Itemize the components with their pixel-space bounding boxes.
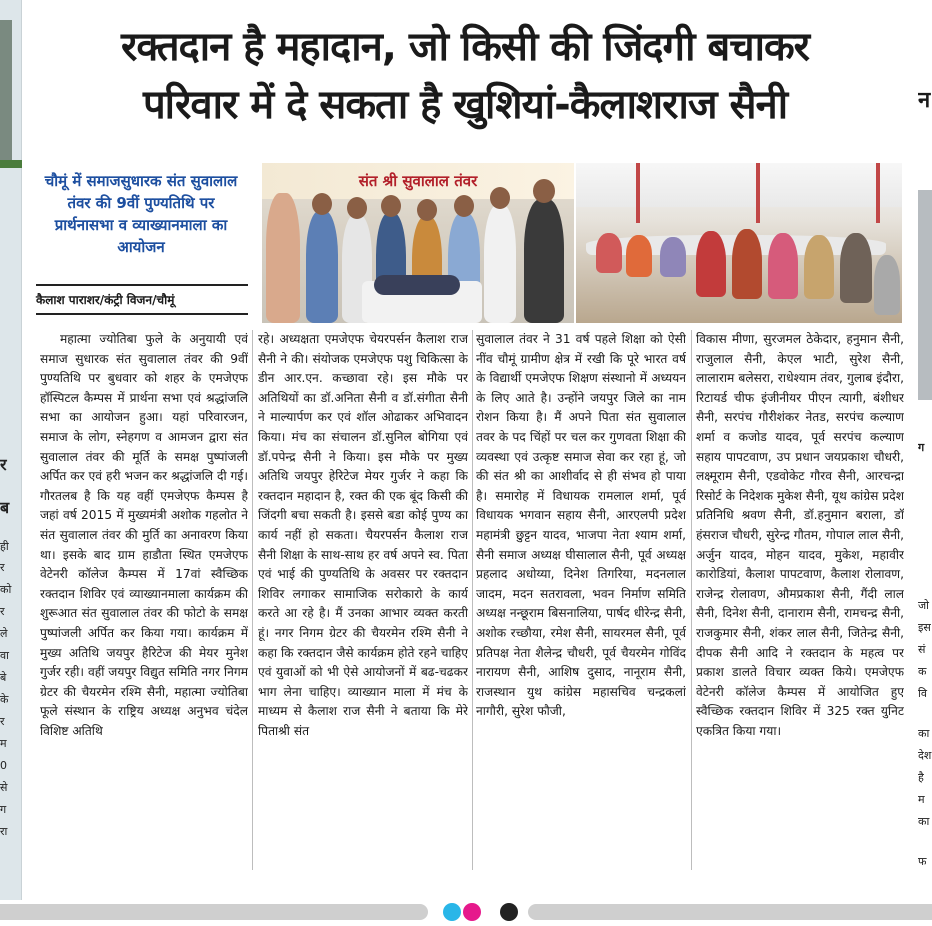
donor-person xyxy=(374,275,460,295)
right-fragment: का xyxy=(918,815,930,828)
seated-person xyxy=(660,237,686,277)
column-divider xyxy=(691,330,692,870)
left-fragment-bold: ब xyxy=(0,498,10,517)
column-divider xyxy=(252,330,253,870)
article-column-1: महात्मा ज्योतिबा फुले के अनुयायी एवं समाज सुधारक संत सुवालाल तंवर की 9वीं पुण्यतिथि पर बुधवार को शहर के एमजेएफ हॉस्पिटल कैम्पस में प्रार्थना सभा एवं श्रद्धांजलि सभा का आयोजन हुआ। यहां परिवारजन, समाज के लोग, स्नेहगण व आमजन द्वारा संत सुवालाल तंवर की मूर्ति के समक्ष पुष्पांजली अर्पित कर एवं हरी भजन कर श्रद्धांजलि दी गई। गौरतलब है कि यह वहीं एमजेएफ कैम्पस है जहां वर्ष 2015 में मुख्यमंत्री अशोक गहलोत ने संत सुवालाल तंवर की मुर्ति का अनावरण किया था। इसके बाद ग्राम हाडौता स्थित एमजेएफ वेटेनरी कॉलेज कैम्पस में 17वां स्वैच्छिक रक्तदान शिविर एवं व्याख्यानमाला कार्यक्रम की शुरूआत संत सुवालाल तंवर की फोटो के समक्ष पुष्पांजली अर्पित कर किया गया। कार्यक्रम में मुख्य अतिथि जयपुर हैरिटेज की मेयर मुनेश गुर्जर रही। वहीं जयपुर विद्युत समिति नगर निगम ग्रेटर की चैयरमेन रश्मि सैनी, महात्मा ज्योतिबा फूले संस्थान के राष्ट्रिय अध्यक्ष अनुभव चंदेल विशिष्ट अतिथि xyxy=(40,332,248,738)
portrait-figure xyxy=(266,193,300,323)
person-head xyxy=(381,195,401,217)
footer-bar-left xyxy=(0,904,428,920)
footer-dot-magenta xyxy=(463,903,481,921)
right-adjacent-photo xyxy=(918,190,932,400)
right-fragment: इस xyxy=(918,621,931,634)
seated-person xyxy=(732,229,762,299)
right-fragment: क xyxy=(918,665,927,678)
right-fragment: है xyxy=(918,771,924,784)
seated-person xyxy=(596,233,622,273)
right-fragment: जो xyxy=(918,599,930,612)
left-fragment: म xyxy=(0,737,7,750)
person-head xyxy=(417,199,437,221)
tent-canopy xyxy=(576,163,902,207)
footer-dot-black xyxy=(500,903,518,921)
article-headline xyxy=(30,18,900,134)
right-fragment: म xyxy=(918,793,925,806)
person-head xyxy=(490,187,510,209)
left-fragment: से xyxy=(0,781,8,794)
seated-person xyxy=(874,255,900,315)
article-column-2: रहे। अध्यक्षता एमजेएफ चेयरपर्सन कैलाश राज सैनी ने की। संयोजक एमजेएफ पशु चिकित्सा के डीन आर.एन. कच्छावा रहे। इस मौके पर अतिथियों का डॉ.अनिता सैनी व डॉ.संगीता सैनी ने माल्यार्पण कर एवं शॉल ओढाकर अभिवादन किया। मंच का संचालन डॉ.सुनिल बोगिया एवं डॉ.पपेन्द्र सैनी ने किया। इस मौके पर मुख्य अतिथि जयपुर हेरिटेज मेयर गुर्जर ने कहा कि रक्तदान महादान है, रक्त की एक बूंद किसी की जिंदगी बचा सकती है। इससे बडा कोई पुण्य का कार्य नहीं हो सकता। चैयरपर्सन कैलाश राज सैनी शिक्षा के साथ-साथ हर वर्ष अपने स्व. पिता एवं भाई की पुण्यतिथि के अवसर पर रक्तदान शिविर लगाकर सामाजिक सरोकारो के कार्य करते आ रहे है। मैं उनका आभार व्यक्त करती हूं। नगर निगम ग्रेटर की चैयरमेन रश्मि सैनी ने कहा कि रक्तदान जैसे कार्यक्रम होते रहने चाहिए एवं युवाओं को भी ऐसे आयोजनों में बढ-चढकर भाग लेना चाहिए। व्याख्यान माला में मंच के माध्यम से कैलाश राज सैनी ने बताया कि मेरे पिताश्री संत xyxy=(258,332,468,738)
right-fragment: फ xyxy=(918,855,927,868)
seated-person xyxy=(768,233,798,299)
left-fragment: र xyxy=(0,715,5,728)
person-head xyxy=(454,195,474,217)
left-fragment: र xyxy=(0,561,5,574)
person-head xyxy=(312,193,332,215)
person-head xyxy=(347,197,367,219)
left-fragment: रा xyxy=(0,825,8,838)
standing-person xyxy=(524,199,564,323)
person-head xyxy=(533,179,555,203)
footer-bar-right xyxy=(528,904,932,920)
left-fragment: र xyxy=(0,605,5,618)
left-fragment: को xyxy=(0,583,12,596)
article-byline: कैलाश पाराशर/कंट्री विजन/चौमूं xyxy=(36,284,248,315)
article-column-3: सुवालाल तंवर ने 31 वर्ष पहले शिक्षा को ऐसी नींव चौमूं ग्रामीण क्षेत्र में रखी कि पूरे भारत वर्ष के विद्यार्थी एमजेएफ शिक्षण संस्थानो में अध्ययन के लिए आते है। उन्होंने जयपुर जिले का नाम रोशन किया है। मैं अपने पिता संत सुवालाल तवर के पद चिंहों पर चल कर गुणवता शिक्षा की व्यवस्था एवं उत्कृष्ट समाज सेवा कर रहा हूं, जो की संत श्री का आशीर्वाद से ही संभव हो पाया है। समारोह में विधायक रामलाल शर्मा, पूर्व विधायक भगवान सहाय सैनी, आरएलपी प्रदेश महामंत्री छुट्टन यादव, भाजपा नेता श्याम शर्मा, सैनी समाज अध्यक्ष घीसालाल सैनी, पूर्व अध्यक्ष प्रहलाद अधोय्या, दिनेश तिगरिया, मदनलाल जादम, मदन सतरावला, भवन निर्माण समिति अध्यक्ष नन्छूराम बिसनालिया, पार्षद धीरेन्द्र सैनी, अशोक रच्छौया, रमेश सैनी, सायरमल सैनी, पूर्व प्रतिपक्ष नेता शैलेन्द्र चौधरी, पूर्व चैयरमेन गोविंद नारायण सैनी, आशिष दुसाद, नानूराम सैनी, राजस्थान युथ कांग्रेस महासचिव चन्द्रकलां नागौरी, सुरेश फौजी, xyxy=(476,332,686,719)
right-fragment: न xyxy=(918,88,931,113)
left-fragment: ग xyxy=(0,803,7,816)
tent-pole xyxy=(876,163,880,223)
left-fragment: के xyxy=(0,693,9,706)
tent-pole xyxy=(636,163,640,223)
article-subheadline: चौमूं में समाजसुधारक संत सुवालाल तंवर की 9वीं पुण्यतिथि पर प्रार्थनासभा व व्याख्यानमाला का आयोजन xyxy=(44,172,238,256)
article-column-4: विकास मीणा, सुरजमल ठेकेदार, हनुमान सैनी, राजुलाल सैनी, केएल भाटी, सुरेश सैनी, लालाराम बलेसरा, राधेश्याम तंवर, गुलाब इंदौरा, रिटायर्ड चीफ इंजीनीयर पीएन त्यागी, बंशीधर सैनी, सरपंच गौरीशंकर नेतड, सरपंच कल्याण शर्मा व कजोड यादव, पूर्व सरपंच कल्याण सहाय पापटवाण, उप प्रधान जयप्रकाश चौधरी, लक्ष्मूराम सैनी, एडवोकेट गौरव सैनी, आरचन्द्रा रिसोर्ट के निदेशक मुकेश सैनी, यूथ कांग्रेस प्रदेश प्रतिनिधि श्रवण सैनी, डॉ.हनुमान बराला, डॉ हंसराज चौधरी, सुरेन्द्र गौतम, गोपाल लाल सैनी, अर्जुन यादव, मोहन यादव, मुकेश, महावीर कारोडियां, कैलाश पापटवाण, कैलाश रोलावण, राजेन्द्र रोलावण, औमप्रकाश सैनी, गैंदी लाल सैनी, दिनेश सैनी, दानाराम सैनी, रामचन्द्र सैनी, राजकुमार सैनी, शंकर लाल सैनी, जितेन्द्र सैनी, दीपक सैनी आदि ने रक्तदान के महत्व पर प्रकाश डालते विचार व्यक्त किये। एमजेएफ वेटेनरी कॉलेज कैम्पस में आयोजित हुए स्वैच्छिक रक्तदान शिविर में 325 रक्त युनिट एकत्रित किया गया। xyxy=(696,332,904,738)
left-fragment: ले xyxy=(0,627,8,640)
left-fragment-bold: र xyxy=(0,455,7,474)
left-adjacent-photo xyxy=(0,20,12,160)
seated-person xyxy=(840,233,872,303)
photo-banner-text: संत श्री सुवालाल तंवर xyxy=(262,163,574,199)
footer-dot-cyan xyxy=(443,903,461,921)
left-fragment: वा xyxy=(0,649,9,662)
left-fragment: बे xyxy=(0,671,7,684)
right-fragment: ग xyxy=(918,441,925,454)
seated-person xyxy=(626,235,652,277)
headline-line-2: परिवार में दे सकता है खुशियां-कैलाशराज सैनी xyxy=(142,82,788,128)
right-fragment: देश xyxy=(918,749,932,762)
right-adjacent-article xyxy=(918,0,932,900)
standing-person xyxy=(484,205,516,323)
tent-pole xyxy=(756,163,760,223)
seated-person xyxy=(804,235,834,299)
blood-donation-photo xyxy=(262,163,574,323)
right-fragment: वि xyxy=(918,687,927,700)
right-fragment: का xyxy=(918,727,930,740)
right-fragment: सं xyxy=(918,643,926,656)
left-adjacent-article xyxy=(0,0,22,900)
headline-line-1: रक्तदान है महादान, जो किसी की जिंदगी बचाकर xyxy=(120,24,810,70)
column-divider xyxy=(472,330,473,870)
left-adjacent-strip xyxy=(0,160,22,168)
audience-photo xyxy=(576,163,902,323)
seated-person xyxy=(696,231,726,297)
standing-person xyxy=(306,211,338,323)
left-fragment: ही xyxy=(0,540,9,553)
left-fragment: 0 xyxy=(0,759,7,772)
